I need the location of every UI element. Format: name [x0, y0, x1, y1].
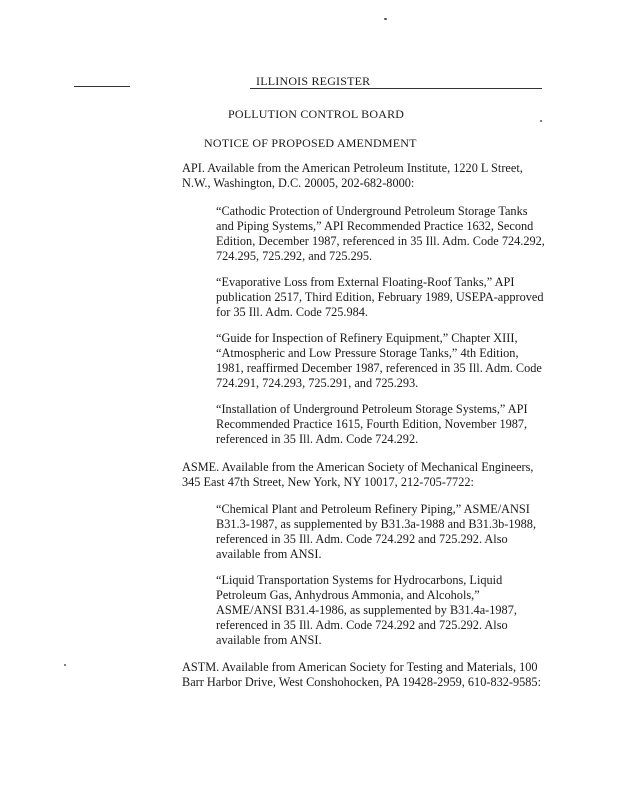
api-ref-evaporative — [216, 275, 544, 320]
ref-line: ASME/ANSI B31.4-1986, as supplemented by B31.4a-1987, — [216, 603, 517, 617]
api-ref-guide — [216, 331, 542, 391]
api-ref-installation — [216, 402, 528, 447]
asme-ref-chemical — [216, 502, 536, 562]
ref-line: “Liquid Transportation Systems for Hydrocarbons, Liquid — [216, 573, 503, 587]
scan-speck — [64, 664, 66, 666]
ref-line: 1981, reaffirmed December 1987, referenced in 35 Ill. Adm. Code — [216, 361, 542, 375]
astm-line: Barr Harbor Drive, West Conshohocken, PA 19428-2959, 610-832-9585: — [182, 675, 541, 689]
ref-line: available from ANSI. — [216, 633, 322, 647]
ref-line: Petroleum Gas, Anhydrous Ammonia, and Alcohols,” — [216, 588, 480, 602]
api-paragraph — [182, 161, 523, 176]
api-paragraph-cont — [182, 176, 414, 191]
header-rule-left — [74, 86, 130, 87]
ref-line: for 35 Ill. Adm. Code 725.984. — [216, 305, 368, 319]
scan-speck — [384, 18, 387, 20]
ref-line: referenced in 35 Ill. Adm. Code 724.292. — [216, 432, 419, 446]
ref-line: B31.3-1987, as supplemented by B31.3a-1988 and B31.3b-1988, — [216, 517, 537, 531]
ref-line: “Atmospheric and Low Pressure Storage Tanks,” 4th Edition, — [216, 346, 519, 360]
asme-paragraph — [182, 460, 534, 490]
asme-ref-liquid — [216, 573, 517, 648]
ref-line: 724.291, 724.293, 725.291, and 725.293. — [216, 376, 419, 390]
notice-title: NOTICE OF PROPOSED AMENDMENT — [204, 136, 417, 150]
ref-line: 724.295, 725.292, and 725.295. — [216, 249, 373, 263]
asme-line: ASME. Available from the American Society of Mechanical Engineers, — [182, 460, 534, 474]
ref-line: “Installation of Underground Petroleum Storage Systems,” API — [216, 402, 528, 416]
astm-line: ASTM. Available from American Society for Testing and Materials, 100 — [182, 660, 538, 674]
asme-line: 345 East 47th Street, New York, NY 10017, 212-705-7722: — [182, 475, 474, 489]
api-line: N.W., Washington, D.C. 20005, 202-682-8000: — [182, 176, 415, 190]
ref-line: “Guide for Inspection of Refinery Equipment,” Chapter XIII, — [216, 331, 518, 345]
ref-line: “Evaporative Loss from External Floating-Roof Tanks,” API — [216, 275, 515, 289]
ref-line: “Cathodic Protection of Underground Petroleum Storage Tanks — [216, 204, 528, 218]
ref-line: referenced in 35 Ill. Adm. Code 724.292 and 725.292. Also — [216, 532, 508, 546]
ref-line: available from ANSI. — [216, 547, 322, 561]
register-title: ILLINOIS REGISTER — [256, 74, 371, 88]
astm-paragraph — [182, 660, 541, 690]
ref-line: publication 2517, Third Edition, February 1989, USEPA-approved — [216, 290, 544, 304]
api-ref-cathodic — [216, 204, 545, 264]
ref-line: Recommended Practice 1615, Fourth Edition, November 1987, — [216, 417, 528, 431]
ref-line: and Piping Systems,” API Recommended Practice 1632, Second — [216, 219, 534, 233]
board-title: POLLUTION CONTROL BOARD — [228, 107, 405, 121]
ref-line: “Chemical Plant and Petroleum Refinery Piping,” ASME/ANSI — [216, 502, 530, 516]
ref-line: Edition, December 1987, referenced in 35 Ill. Adm. Code 724.292, — [216, 234, 545, 248]
scan-speck — [540, 120, 542, 122]
api-line: API. Available from the American Petroleum Institute, 1220 L Street, — [182, 161, 523, 175]
ref-line: referenced in 35 Ill. Adm. Code 724.292 and 725.292. Also — [216, 618, 508, 632]
header-rule-right — [250, 88, 542, 89]
